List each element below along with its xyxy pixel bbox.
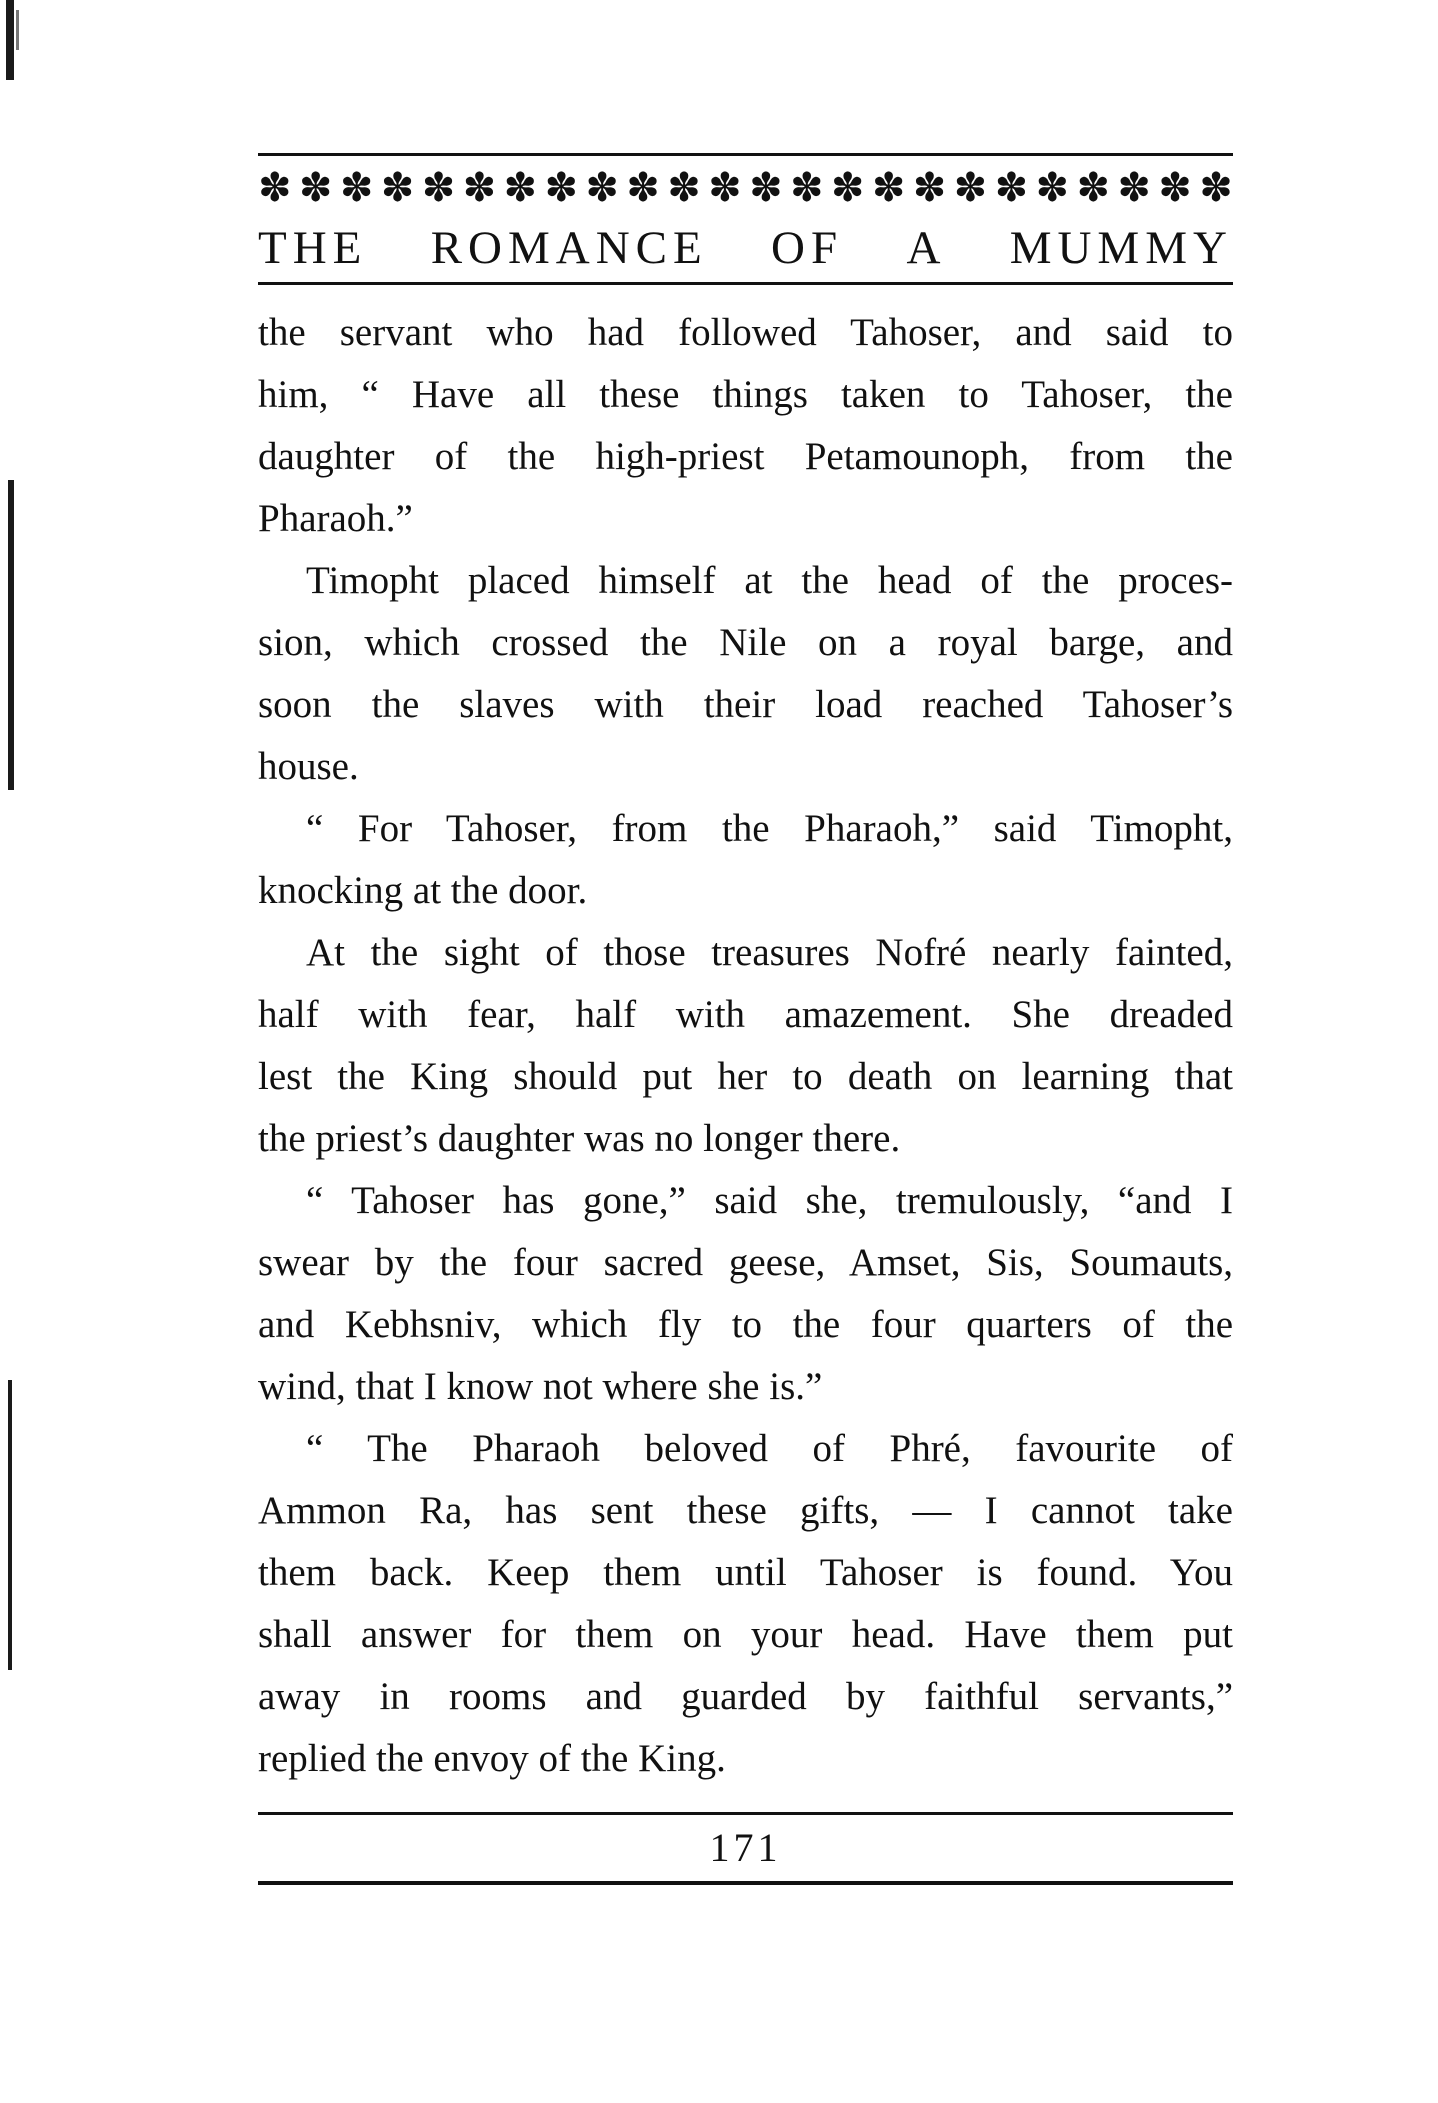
footer-bottom-rule (258, 1881, 1233, 1885)
text-line: Timopht placed himself at the head of the proces- (306, 559, 1233, 602)
text-line: knocking at the door. (258, 869, 588, 912)
ornament-glyph: ✽ (339, 165, 374, 211)
scan-artifact-lower (8, 1380, 12, 1670)
ornament-glyph: ✽ (708, 165, 742, 211)
text-line: swear by the four sacred geese, Amset, Sis, Soumauts, (258, 1241, 1233, 1284)
ornament-row (258, 163, 1233, 213)
footer-top-rule (258, 1812, 1233, 1815)
header-bottom-rule (258, 282, 1233, 285)
ornament-glyph: ✽ (912, 165, 947, 211)
ornament-glyph: ✽ (380, 165, 415, 211)
ornament-glyph: ✽ (298, 165, 333, 211)
running-title (258, 218, 1233, 278)
text-line: the priest’s daughter was no longer there. (258, 1117, 901, 1160)
ornament-glyph: ✽ (1199, 165, 1233, 211)
text-line: “ The Pharaoh beloved of Phré, favourite of (306, 1427, 1233, 1470)
text-line: daughter of the high-priest Petamounoph, from the (258, 435, 1233, 478)
ornament-glyph: ✽ (258, 165, 292, 211)
ornament-glyph: ✽ (503, 165, 538, 211)
text-line: shall answer for them on your head. Have them put (258, 1613, 1233, 1656)
ornament-glyph: ✽ (830, 165, 865, 211)
ornament-glyph: ✽ (749, 165, 783, 211)
page-number: 171 (709, 1825, 782, 1870)
scan-artifact-top-faint (16, 10, 19, 50)
text-line: half with fear, half with amazement. She dreaded (258, 993, 1233, 1036)
ornament-glyph: ✽ (1117, 165, 1151, 211)
text-line: Pharaoh.” (258, 497, 413, 540)
ornament-glyph: ✽ (871, 165, 906, 211)
ornament-glyph: ✽ (789, 165, 824, 211)
text-line: lest the King should put her to death on learning that (258, 1055, 1233, 1098)
ornament-glyph: ✽ (1035, 165, 1070, 211)
text-line: wind, that I know not where she is.” (258, 1365, 823, 1408)
text-line: them back. Keep them until Tahoser is found. You (258, 1551, 1233, 1594)
running-title-word: OF (771, 222, 844, 274)
text-line: Ammon Ra, has sent these gifts, — I cannot take (258, 1489, 1233, 1532)
running-title-word: ROMANCE (430, 222, 708, 274)
header-top-rule (258, 153, 1233, 156)
ornament-glyph: ✽ (421, 165, 456, 211)
scan-artifact-top (6, 0, 14, 80)
text-line: house. (258, 745, 359, 788)
ornament-glyph: ✽ (1076, 165, 1110, 211)
running-title-word: THE (258, 222, 368, 274)
text-line: and Kebhsniv, which fly to the four quarters of the (258, 1303, 1233, 1346)
ornament-glyph: ✽ (585, 165, 619, 211)
text-line: the servant who had followed Tahoser, and said to (258, 311, 1233, 354)
text-line: sion, which crossed the Nile on a royal barge, and (258, 621, 1233, 664)
text-line: away in rooms and guarded by faithful servants,” (258, 1675, 1233, 1718)
running-title-word: MUMMY (1009, 222, 1233, 274)
text-line: replied the envoy of the King. (258, 1737, 726, 1780)
ornament-glyph: ✽ (667, 165, 701, 211)
ornament-glyph: ✽ (462, 165, 497, 211)
text-line: “ Tahoser has gone,” said she, tremulously, “and I (306, 1179, 1233, 1222)
ornament-glyph: ✽ (544, 165, 578, 211)
text-line: him, “ Have all these things taken to Tahoser, the (258, 373, 1233, 416)
ornament-glyph: ✽ (953, 165, 988, 211)
ornament-glyph: ✽ (994, 165, 1029, 211)
body-text (258, 302, 1233, 1790)
text-line: soon the slaves with their load reached Tahoser’s (258, 683, 1233, 726)
text-line: At the sight of those treasures Nofré nearly fainted, (306, 931, 1233, 974)
ornament-glyph: ✽ (626, 165, 660, 211)
scan-artifact-middle (8, 480, 14, 790)
text-line: “ For Tahoser, from the Pharaoh,” said Timopht, (306, 807, 1233, 850)
ornament-glyph: ✽ (1158, 165, 1192, 211)
running-title-word: A (906, 222, 947, 274)
